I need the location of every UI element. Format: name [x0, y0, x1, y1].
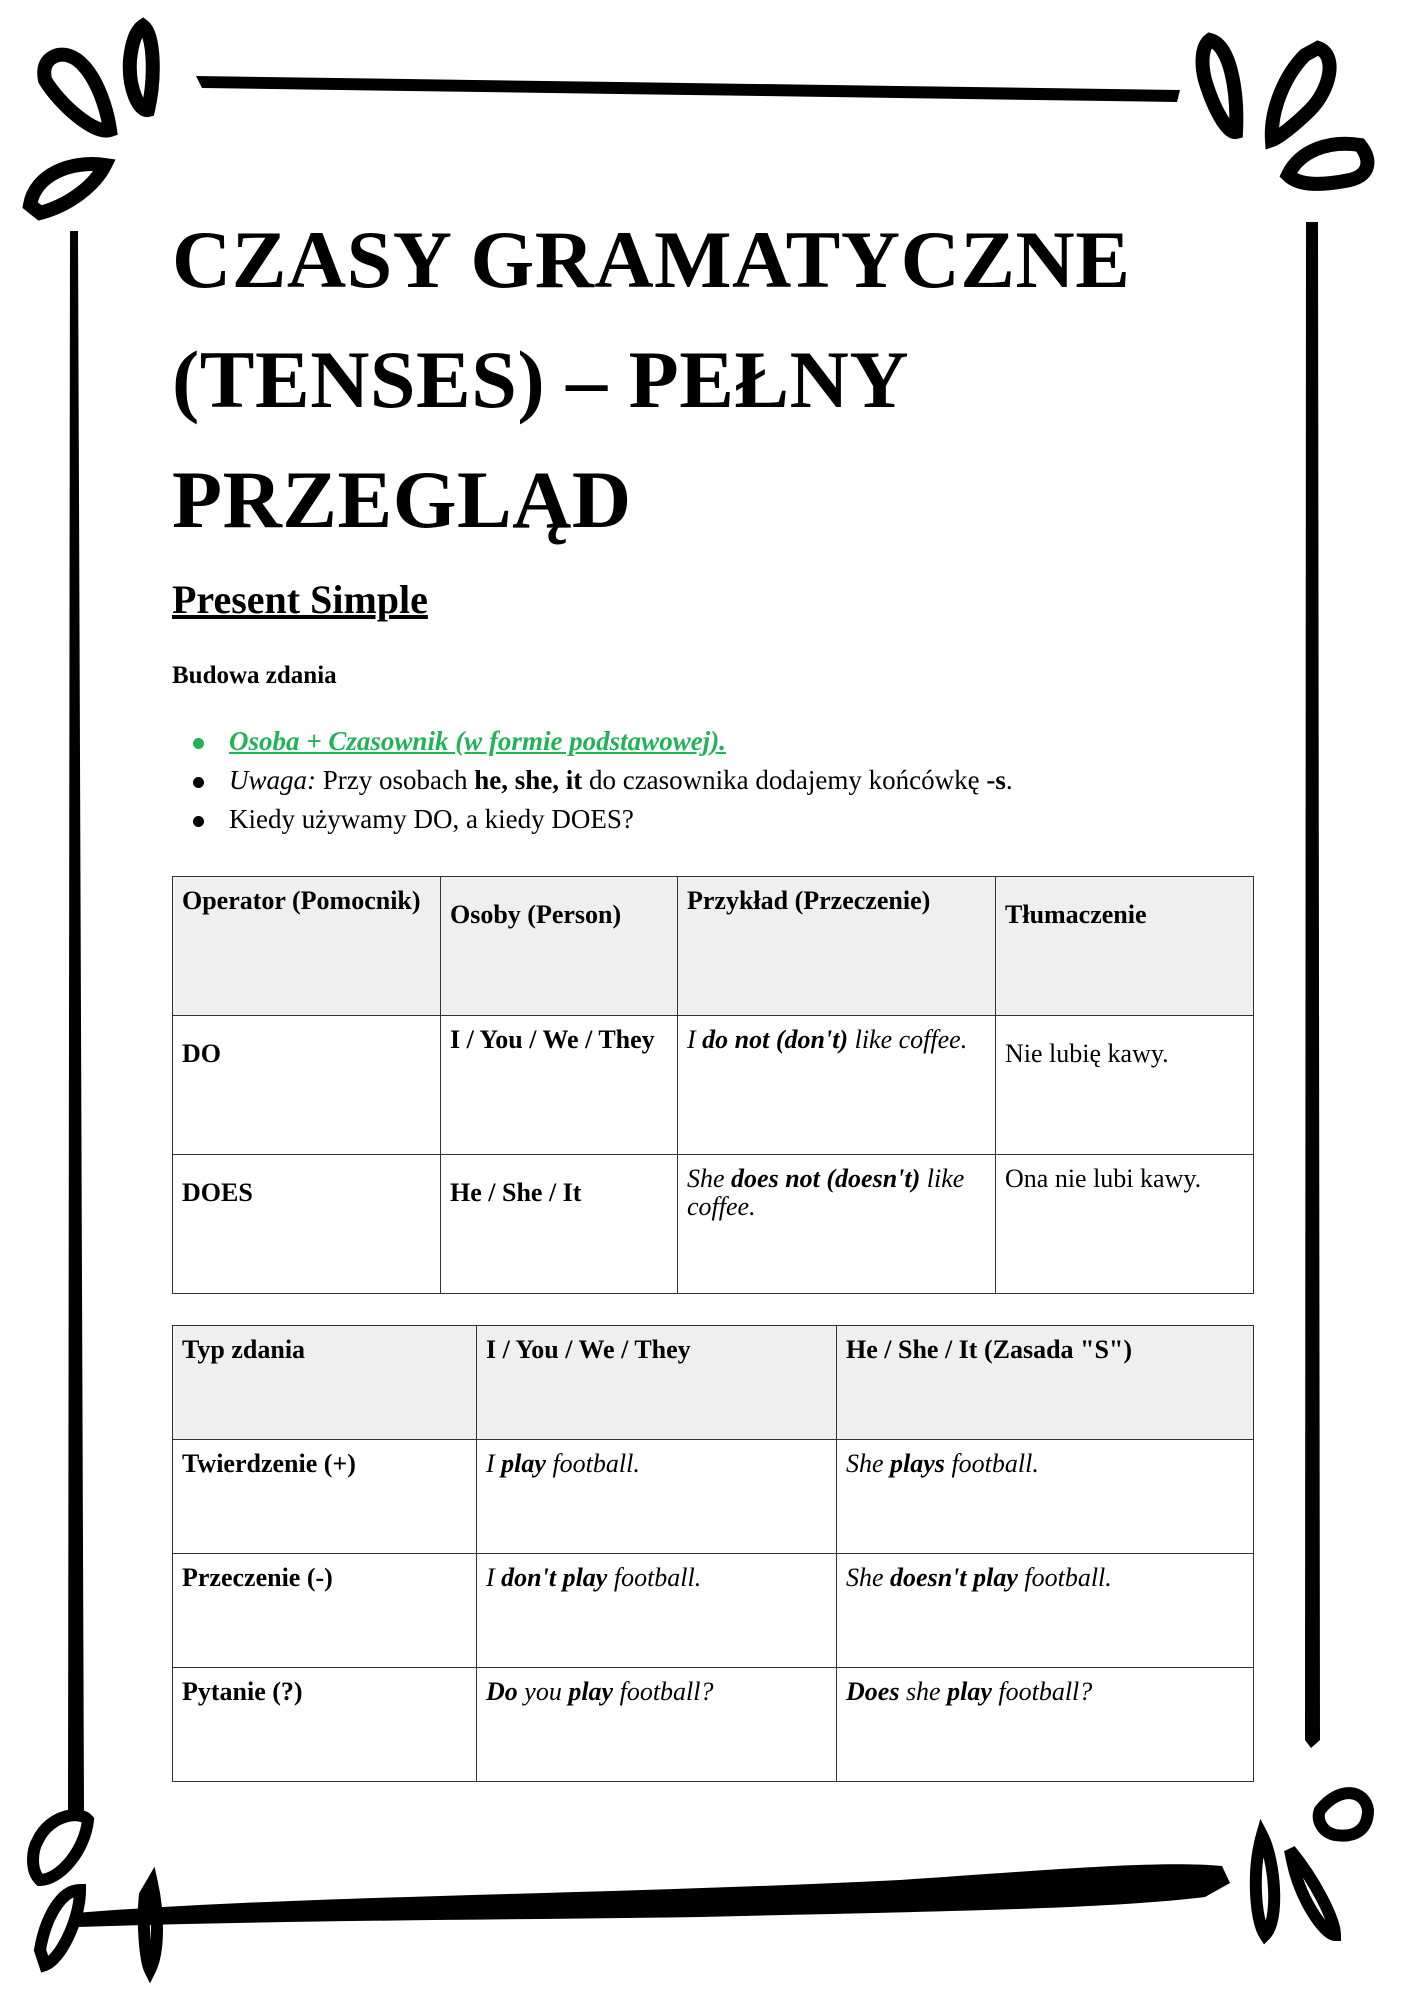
table-header-cell: Operator (Pomocnik) [173, 877, 441, 1016]
table-row [173, 1668, 1254, 1782]
example-text: football? [613, 1677, 714, 1706]
title-line-3: PRZEGLĄD [172, 454, 632, 545]
bullet-item [172, 761, 1257, 800]
subsection-title: Budowa zdania [172, 662, 337, 689]
singular-example-cell [837, 1554, 1254, 1668]
example-text: I [486, 1563, 502, 1592]
table-row [173, 1554, 1254, 1668]
section-title: Present Simple [172, 577, 428, 622]
persons-cell: I / You / We / They [441, 1016, 678, 1155]
example-text: football. [545, 1449, 640, 1478]
document-content [172, 200, 1257, 1782]
bullet-bold-text: -s [986, 765, 1006, 795]
example-text: I [687, 1025, 703, 1054]
example-bold-text: Does [846, 1677, 900, 1706]
plural-example-cell [477, 1554, 837, 1668]
bullet-dot-icon [193, 816, 204, 827]
table-header-cell: Tłumaczenie [996, 877, 1254, 1016]
leaf-ornament-top-left [30, 26, 153, 213]
table-header-cell: I / You / We / They [477, 1326, 837, 1440]
table-row [173, 1016, 1254, 1155]
example-bold-text: play [568, 1677, 614, 1706]
singular-example-cell [837, 1668, 1254, 1782]
example-bold-text: Do [486, 1677, 518, 1706]
singular-example-cell [837, 1440, 1254, 1554]
bullet-text: . [1005, 765, 1013, 795]
table-header-cell: He / She / It (Zasada "S") [837, 1326, 1254, 1440]
translation-cell: Nie lubię kawy. [996, 1016, 1254, 1155]
operator-cell: DO [173, 1016, 441, 1155]
example-text: like coffee. [687, 1164, 965, 1221]
bullet-list [172, 722, 1257, 839]
frame-right-line [1305, 222, 1320, 1748]
table-row [173, 1440, 1254, 1554]
table-header-row [173, 877, 1254, 1016]
example-text: She [846, 1563, 891, 1592]
table-header-row [173, 1326, 1254, 1440]
example-cell [678, 1016, 996, 1155]
table-row [173, 1155, 1254, 1294]
translation-cell: Ona nie lubi kawy. [996, 1155, 1254, 1294]
example-text: she [899, 1677, 948, 1706]
bullet-note-label: Uwaga: [229, 765, 316, 795]
example-text: I [486, 1449, 502, 1478]
bullet-dot-icon [193, 777, 204, 788]
example-bold-text: does not (doesn't) [731, 1164, 921, 1193]
example-bold-text: play [501, 1449, 546, 1478]
sentence-type-cell: Pytanie (?) [173, 1668, 477, 1782]
example-text: football. [1017, 1563, 1112, 1592]
table-header-cell: Przykład (Przeczenie) [678, 877, 996, 1016]
bullet-dot-icon [193, 738, 204, 749]
page-title [172, 200, 1257, 560]
example-bold-text: doesn't play [890, 1563, 1018, 1592]
example-text: She [687, 1164, 732, 1193]
plural-example-cell [477, 1668, 837, 1782]
example-text: She [846, 1449, 891, 1478]
operator-table [172, 876, 1254, 1294]
bullet-formula: Osoba + Czasownik (w formie podstawowej). [229, 726, 726, 756]
bullet-item [172, 722, 1257, 761]
bullet-text: Kiedy używamy DO, a kiedy DOES? [229, 804, 634, 834]
sentence-type-cell: Przeczenie (-) [173, 1554, 477, 1668]
sentence-type-table [172, 1325, 1254, 1782]
example-cell [678, 1155, 996, 1294]
frame-top-line [196, 76, 1180, 102]
example-text: football. [607, 1563, 702, 1592]
example-bold-text: do not (don't) [702, 1025, 849, 1054]
bullet-bold-text: he, she, it [474, 765, 583, 795]
example-text: like coffee. [848, 1025, 968, 1054]
bullet-text: do czasownika dodajemy końcówkę [582, 765, 987, 795]
frame-bottom-line [75, 1864, 1230, 1927]
example-text: football? [991, 1677, 1093, 1706]
table-header-cell: Osoby (Person) [441, 877, 678, 1016]
leaf-ornament-bottom-right [1256, 1793, 1368, 1935]
example-bold-text: play [947, 1677, 992, 1706]
bullet-item [172, 800, 1257, 839]
title-line-1: CZASY GRAMATYCZNE [172, 214, 1131, 305]
bullet-text: Przy osobach [316, 765, 475, 795]
sentence-type-cell: Twierdzenie (+) [173, 1440, 477, 1554]
persons-cell: He / She / It [441, 1155, 678, 1294]
example-bold-text: plays [890, 1449, 945, 1478]
title-line-2: (TENSES) – PEŁNY [172, 334, 910, 425]
plural-example-cell [477, 1440, 837, 1554]
leaf-ornament-bottom-left [33, 1815, 157, 1970]
operator-cell: DOES [173, 1155, 441, 1294]
example-bold-text: don't play [501, 1563, 608, 1592]
table-header-cell: Typ zdania [173, 1326, 477, 1440]
frame-left-line [68, 231, 84, 1820]
example-text: you [517, 1677, 569, 1706]
example-text: football. [944, 1449, 1039, 1478]
leaf-ornament-top-right [1203, 40, 1368, 184]
